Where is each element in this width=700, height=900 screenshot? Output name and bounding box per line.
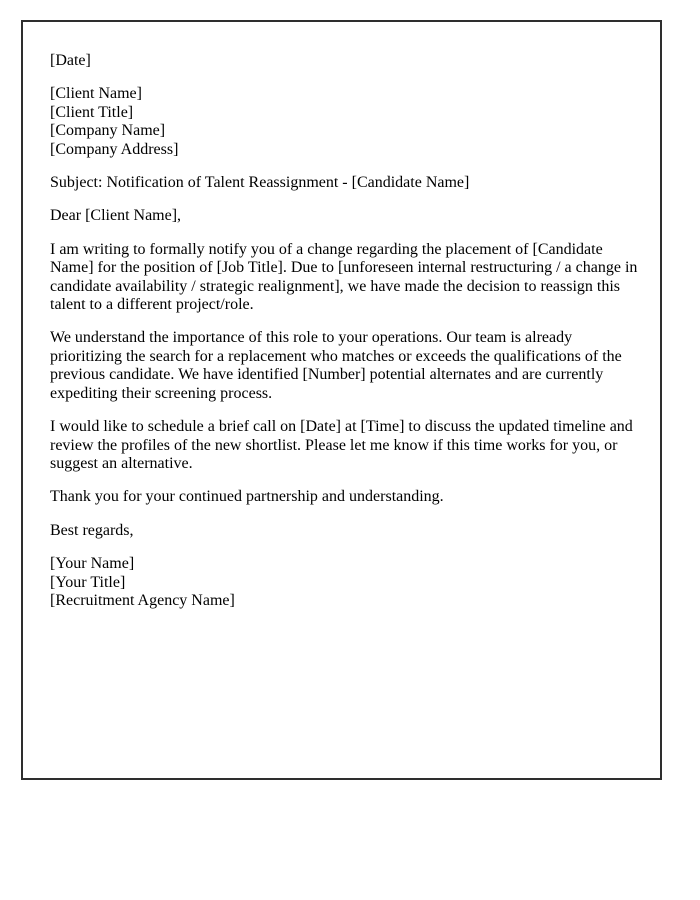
recipient-client-title: [Client Title] [50,103,134,121]
recipient-client-name: [Client Name] [50,85,142,103]
signature-agency-name: [Recruitment Agency Name] [50,591,235,609]
subject-line: Subject: Notification of Talent Reassignment - [Candidate Name] [50,174,470,192]
signature-your-title: [Your Title] [50,573,126,591]
body-paragraph-replacement: We understand the importance of this role to your operations. Our team is already prioritizing the search for a replacement who matches or exceeds the qualifications of the previous candidate. We have identified [Number] potential alternates and are currently expediting their screening process. [50,329,622,402]
body-paragraph-thanks: Thank you for your continued partnership and understanding. [50,488,444,506]
body-paragraph-reassignment: I am writing to formally notify you of a change regarding the placement of [Candidate Name] for the position of [Job Title]. Due to [unforeseen internal restructuring / a change in candidate availability / strategic realignment], we have made the decision to reassign this talent to a different project/role. [50,240,638,314]
recipient-company-name: [Company Name] [50,122,166,140]
recipient-block [50,85,640,159]
salutation: Dear [Client Name], [50,207,182,225]
body-paragraph-schedule-call: I would like to schedule a brief call on [Date] at [Time] to discuss the updated timeline and review the profiles of the new shortlist. Please let me know if this time works for you, or suggest an alternative. [50,418,633,472]
signature-block [50,555,640,610]
letter-page [21,20,662,780]
signature-your-name: [Your Name] [50,555,135,573]
closing: Best regards, [50,521,134,539]
recipient-company-address: [Company Address] [50,140,179,158]
date-placeholder: [Date] [50,52,91,69]
